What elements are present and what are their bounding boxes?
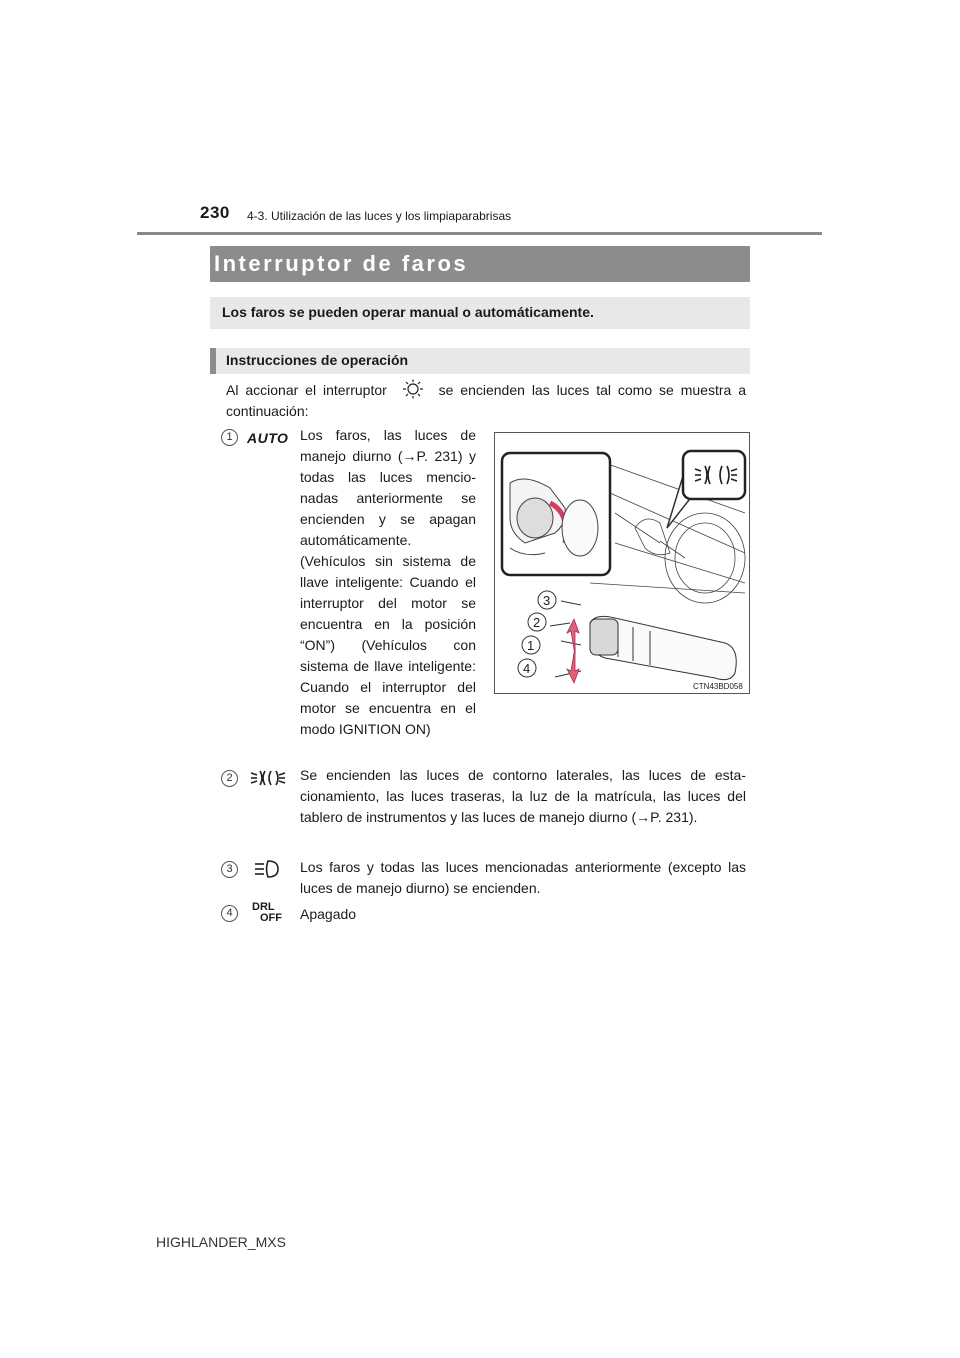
figure-callout-4: 4 xyxy=(523,661,531,676)
subheading-box xyxy=(210,348,750,374)
item-number-3: 3 xyxy=(221,861,238,878)
lead-after-icon: se encienden las luces tal como se muestra a continuación: xyxy=(226,382,746,419)
item-1-text: Los faros, las luces de manejo diurno (→P. 231) y todas las luces mencio-nadas anteriormente se encienden y se apagan automáticamente. (Vehículos sin sistema de llave inteligente: Cuando el interruptor del motor se encuentra en la posición “ON”) (Vehículos con sistema de llave inteligente: Cuando el interruptor del motor se encuentra en el modo IGNITION ON) xyxy=(300,427,476,737)
figure-code: CTN43BD058 xyxy=(693,682,743,691)
page-number: 230 xyxy=(200,203,230,222)
headlight-icon xyxy=(252,858,282,885)
drl-off-icon xyxy=(252,902,282,924)
figure-callout-1: 1 xyxy=(527,638,535,653)
item-number-2: 2 xyxy=(221,770,238,787)
item-2-text: Se encienden las luces de contorno laterales, las luces de esta-cionamiento, las luces traseras, la luz de la matrícula, las luces del tablero de instrumentos y las luces de manejo diurno (→P. 231). xyxy=(300,767,746,825)
breadcrumb: 4-3. Utilización de las luces y los limpiaparabrisas xyxy=(247,209,512,223)
sun-light-icon xyxy=(394,379,432,397)
lead-before-icon: Al accionar el interruptor xyxy=(226,382,387,398)
off-label: OFF xyxy=(260,912,282,924)
footer-model: HIGHLANDER_MXS xyxy=(156,1234,286,1250)
item-number-4: 4 xyxy=(221,905,238,922)
headlight-switch-figure xyxy=(494,432,750,694)
item-3-text: Los faros y todas las luces mencionadas anteriormente (excepto las luces de manejo diurno) se encienden. xyxy=(300,859,746,896)
section-title: Interruptor de faros xyxy=(214,251,469,276)
auto-icon: AUTO xyxy=(247,430,289,446)
section-title-bar xyxy=(210,246,750,282)
item-number-1: 1 xyxy=(221,429,238,446)
intro-text: Los faros se pueden operar manual o automáticamente. xyxy=(222,304,594,320)
intro-box xyxy=(210,297,750,329)
item-4-text: Apagado xyxy=(300,906,357,922)
figure-callout-2: 2 xyxy=(533,615,541,630)
subheading: Instrucciones de operación xyxy=(226,352,409,368)
drl-label: DRL xyxy=(252,901,275,913)
header-divider xyxy=(137,232,822,235)
lead-paragraph xyxy=(226,379,746,422)
tail-light-icon xyxy=(247,768,287,793)
figure-callout-3: 3 xyxy=(543,593,551,608)
